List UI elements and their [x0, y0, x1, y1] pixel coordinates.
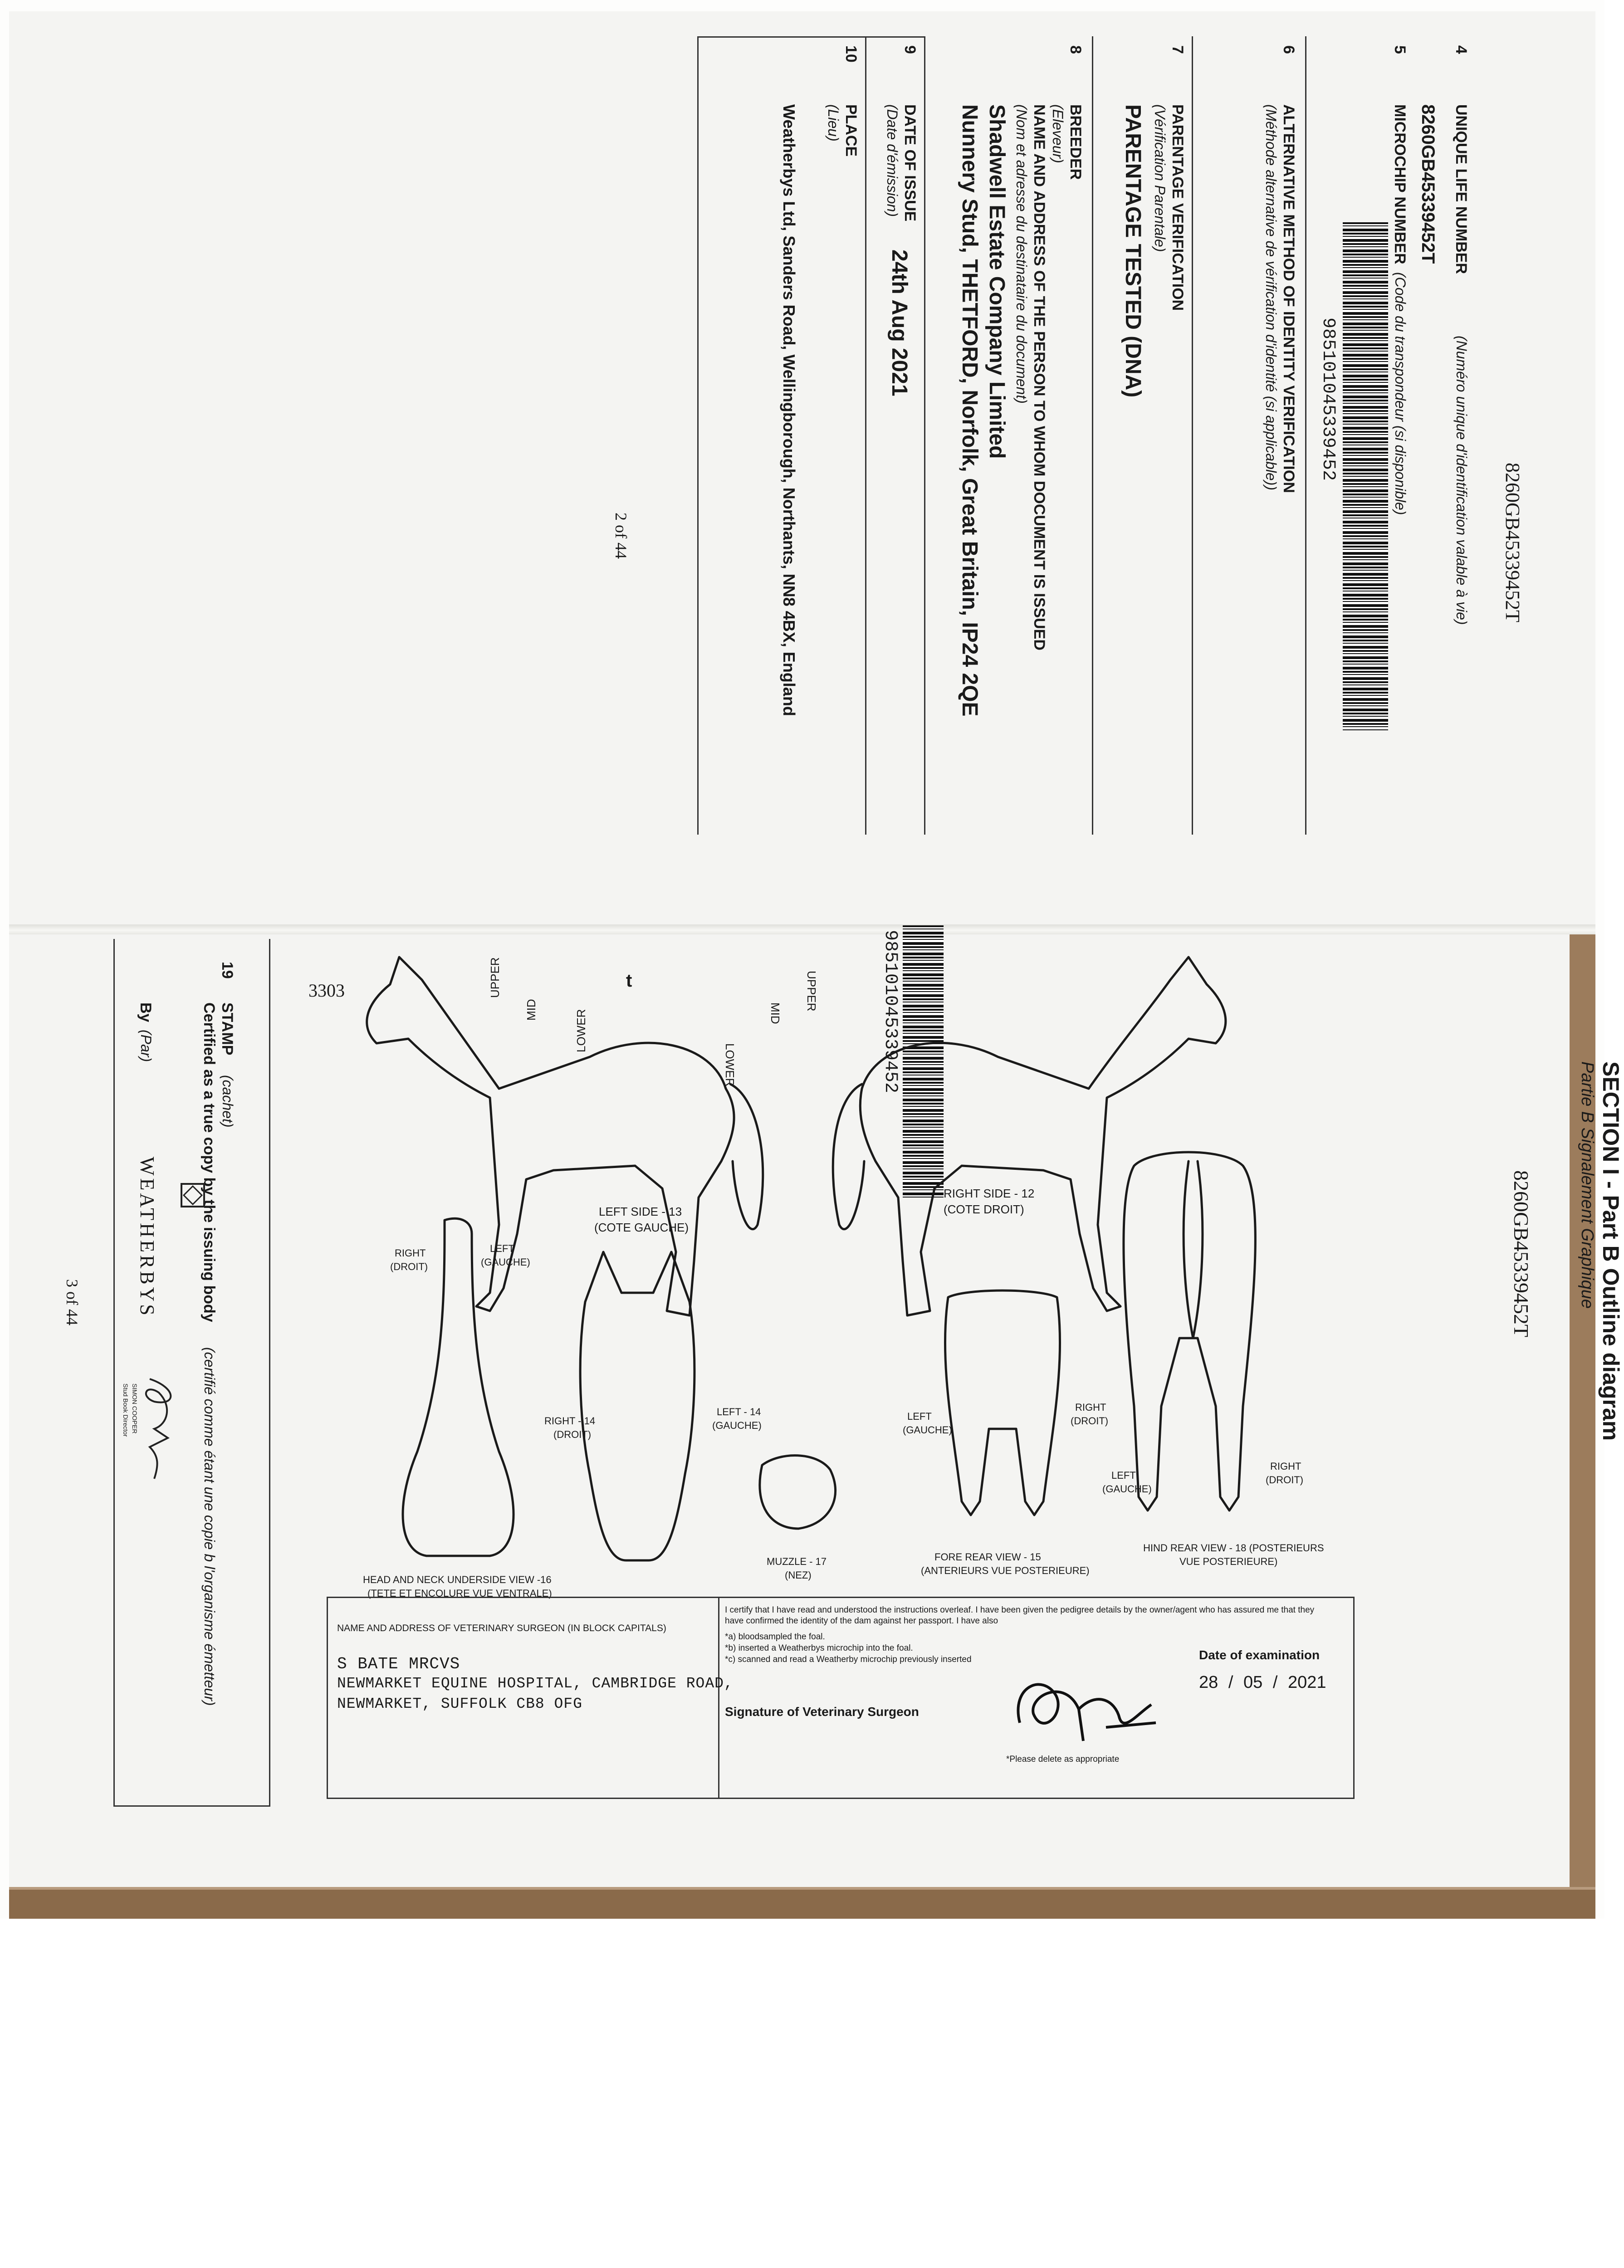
field-5-label: MICROCHIP NUMBER [1391, 104, 1409, 264]
field-6-label-fr: (Méthode alternative de vérification d'identité (si applicable)) [1263, 104, 1279, 490]
vet-name-line2: NEWMARKET EQUINE HOSPITAL, CAMBRIDGE ROAD, [337, 1675, 734, 1692]
place-value: Weatherbys Ltd, Sanders Road, Wellingborough, Northants, NN8 4BX, England [780, 104, 798, 716]
field-5-label-fr: (Code du transpondeur (si disponible) [1392, 272, 1409, 515]
unique-life-number-header: 8260GB45339452T [1502, 463, 1524, 622]
field-8-label-fr: (Eleveur) [1050, 104, 1066, 163]
label-head-left: LEFT [490, 1243, 514, 1254]
field-6-label: ALTERNATIVE METHOD OF IDENTITY VERIFICATION [1280, 104, 1297, 493]
label-fore-right-fr: (DROIT) [1071, 1415, 1109, 1427]
field-10-label: PLACE [842, 104, 860, 157]
label-left-14: LEFT - 14 [717, 1406, 761, 1418]
label-fore-rear-fr: (ANTERIEURS VUE POSTERIEURE) [921, 1565, 1090, 1576]
label-mid-left: MID [524, 999, 538, 1021]
field-8-label-2: NAME AND ADDRESS OF THE PERSON TO WHOM DOCUMENT IS ISSUED [1031, 104, 1048, 650]
microchip-number-value: 985101045339452 [1318, 318, 1338, 481]
stamp-certified: Certified as a true copy by the issuing body [201, 1002, 218, 1322]
muzzle-outline [760, 1456, 836, 1529]
hind-rear-view-outline [1124, 1152, 1255, 1510]
field-4-number: 4 [1453, 45, 1470, 54]
blank-scan-area [0, 1919, 1604, 2268]
date-of-examination-label: Date of examination [1199, 1648, 1320, 1662]
parentage-verification-value: PARENTAGE TESTED (DNA) [1121, 104, 1145, 398]
label-right-side: RIGHT SIDE - 12 [944, 1187, 1035, 1200]
field-9-label-fr: (Date d'émission) [884, 104, 900, 217]
exam-date: 28 / 05 / 2021 [1199, 1673, 1326, 1692]
fore-rear-view-outline [945, 1290, 1060, 1515]
chip-label-prefix: t [626, 971, 632, 991]
weatherbys-wordmark: WEATHERBYS [136, 1157, 158, 1318]
label-hind-left: LEFT [1111, 1470, 1136, 1481]
chip-label-number: 985101045339452 [880, 930, 900, 1094]
hind-rear-view-tail [1184, 1161, 1203, 1338]
label-fore-right: RIGHT [1075, 1402, 1106, 1413]
stamp-number: 19 [219, 962, 236, 979]
label-head-right: RIGHT [395, 1247, 426, 1259]
label-muzzle-fr: (NEZ) [785, 1569, 812, 1581]
label-hind-rear-fr: VUE POSTERIEURE) [1179, 1556, 1278, 1567]
field-8-label: BREEDER [1067, 104, 1084, 180]
vet-signature [1002, 1659, 1165, 1750]
vet-name-section [328, 1598, 734, 1798]
exam-day: 28 [1199, 1673, 1218, 1692]
label-fore-left: LEFT [907, 1411, 932, 1422]
label-left-14-fr: (GAUCHE) [712, 1420, 762, 1431]
unique-life-number-value: 8260GB45339452T [1418, 104, 1438, 264]
section-title: SECTION I - Part B Outline diagram [1598, 1061, 1624, 1441]
exam-month: 05 [1243, 1673, 1263, 1692]
label-upper-right: UPPER [805, 971, 818, 1012]
vet-certify-text: I certify that I have read and understood the instructions overleaf. I have been given the pedigree details by the owner/agent who has assured me that they have confirmed the identity of the dam against her passport. I have also [725, 1605, 1315, 1626]
label-mid-right: MID [768, 1002, 782, 1024]
label-upper-left: UPPER [488, 957, 502, 998]
label-head-neck: HEAD AND NECK UNDERSIDE VIEW -16 [363, 1574, 552, 1585]
breeder-name: Shadwell Estate Company Limited [985, 104, 1009, 459]
field-6-number: 6 [1280, 45, 1297, 54]
label-hind-rear: HIND REAR VIEW - 18 (POSTERIEURS [1143, 1542, 1324, 1554]
vet-name-label: NAME AND ADDRESS OF VETERINARY SURGEON (IN BLOCK CAPITALS) [337, 1623, 666, 1633]
stamp-certified-fr: (certifié comme étant une copie b l'organisme émetteur) [201, 1347, 218, 1706]
left-side-horse-tail [730, 1084, 763, 1229]
vet-certification-box [327, 1597, 1355, 1799]
label-left-side-fr: (COTE GAUCHE) [594, 1221, 689, 1234]
vet-cert-c: *c) scanned and read a Weatherby microchip previously inserted [725, 1655, 972, 1664]
weatherbys-crest-icon [177, 1179, 209, 1211]
section-subtitle: Partie B Signalement Graphique [1578, 1061, 1597, 1309]
breeder-address: Nunnery Stud, THETFORD, Norfolk, Great Britain, IP24 2QE [958, 104, 982, 717]
stamp-by-fr: (Par) [138, 1030, 154, 1062]
vet-delete-note: *Please delete as appropriate [1006, 1755, 1120, 1764]
vet-name-line3: NEWMARKET, SUFFOLK CB8 OFG [337, 1696, 582, 1712]
vet-signature-label: Signature of Veterinary Surgeon [725, 1705, 919, 1719]
label-hind-right: RIGHT [1270, 1461, 1301, 1472]
field-10-label-fr: (Lieu) [825, 104, 841, 142]
vet-name-line1: S BATE MRCVS [337, 1655, 460, 1673]
page-number-3: 3 of 44 [63, 1279, 81, 1325]
label-lower-left: LOWER [574, 1009, 588, 1052]
label-head-left-fr: (GAUCHE) [481, 1256, 530, 1268]
signatory-name: SIMON COOPER [131, 1383, 138, 1434]
stamp-label: STAMP [219, 1002, 236, 1056]
unique-life-number-page-3: 8260GB45339452T [1510, 1170, 1533, 1337]
field-7-number: 7 [1169, 45, 1186, 54]
right-side-horse-outline [860, 957, 1226, 1315]
field-5-number: 5 [1391, 45, 1409, 54]
field-4-label: UNIQUE LIFE NUMBER [1453, 104, 1470, 274]
label-head-neck-fr: (TETE ET ENCOLURE VUE VENTRALE) [367, 1588, 552, 1599]
field-7-label: PARENTAGE VERIFICATION [1169, 104, 1186, 311]
signatory-title: Stud Book Director [122, 1383, 129, 1437]
label-right-14: RIGHT - 14 [544, 1415, 596, 1427]
label-muzzle: MUZZLE - 17 [767, 1556, 827, 1567]
label-right-14-fr: (DROIT) [553, 1429, 592, 1440]
label-hind-right-fr: (DROIT) [1266, 1474, 1304, 1486]
vet-certify-section [725, 1605, 1342, 1795]
label-head-right-fr: (DROIT) [390, 1261, 428, 1272]
exam-year: 2021 [1287, 1673, 1326, 1692]
field-9-number: 9 [901, 45, 919, 54]
stamp-by: By [137, 1002, 154, 1022]
passport-cover-edge [9, 1887, 1595, 1921]
date-of-issue-value: 24th Aug 2021 [887, 249, 911, 396]
field-7-label-fr: (Vérification Parentale) [1152, 104, 1168, 252]
field-10-number: 10 [842, 45, 860, 63]
label-right-side-fr: (COTE DROIT) [944, 1202, 1024, 1216]
label-hind-left-fr: (GAUCHE) [1102, 1483, 1152, 1495]
stamp-signature [132, 1370, 186, 1488]
vet-cert-a: *a) bloodsampled the foal. [725, 1632, 825, 1642]
label-lower-right: LOWER [723, 1043, 737, 1087]
field-8-label-2-fr: (Nom et adresse du destinataire du document) [1013, 104, 1030, 404]
page-number-2: 2 of 44 [612, 513, 630, 559]
label-left-side: LEFT SIDE - 13 [599, 1205, 682, 1218]
field-8-number: 8 [1067, 45, 1084, 54]
reference-number: 3303 [308, 980, 345, 1001]
head-front-view-outline [580, 1252, 695, 1560]
vet-cert-b: *b) inserted a Weatherbys microchip into the foal. [725, 1643, 913, 1653]
field-4-label-fr: (Numéro unique d'identification valable à vie) [1453, 336, 1470, 625]
label-fore-rear: FORE REAR VIEW - 15 [934, 1551, 1041, 1563]
stamp-label-fr: (cachet) [220, 1075, 236, 1128]
field-9-label: DATE OF ISSUE [901, 104, 919, 222]
label-fore-left-fr: (GAUCHE) [903, 1424, 952, 1436]
